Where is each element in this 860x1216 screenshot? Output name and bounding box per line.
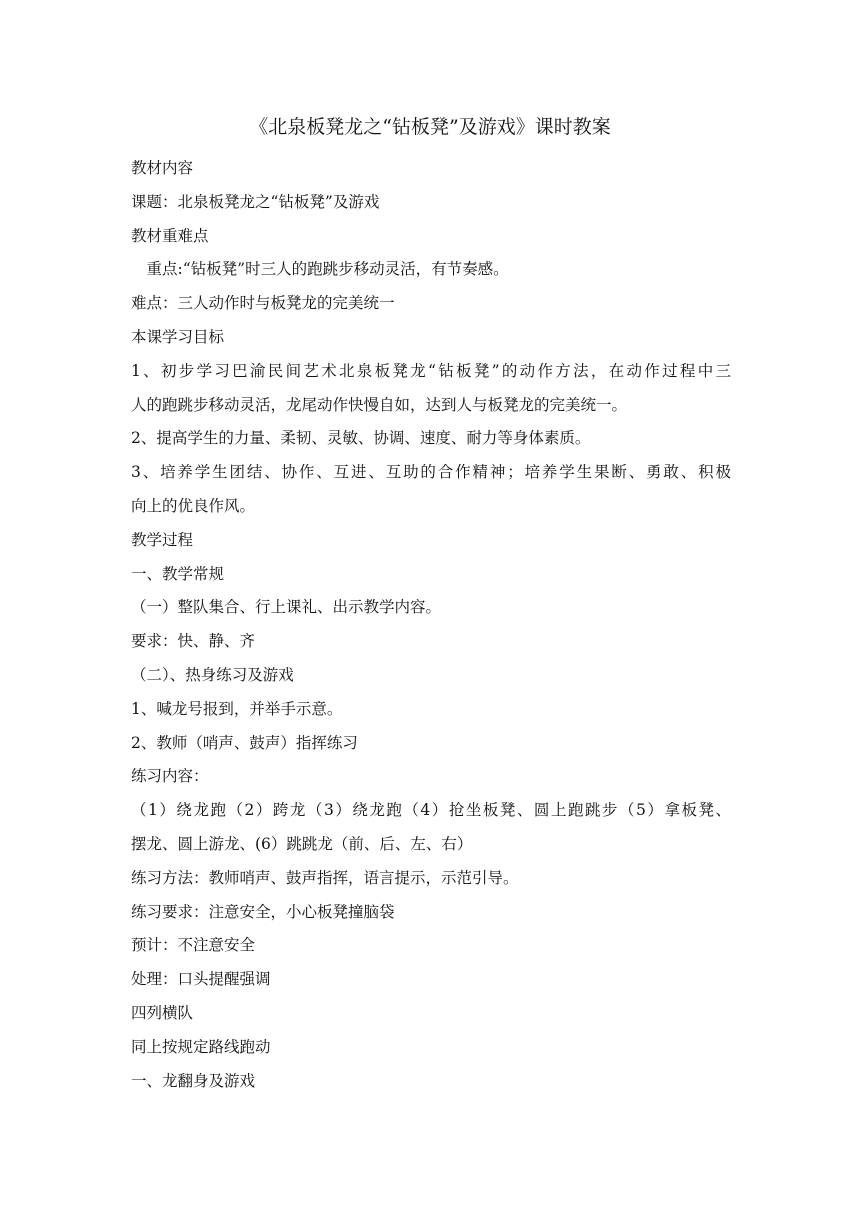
practice-method: 练习方法：教师哨声、鼓声指挥，语言提示，示范引导。 [131,868,519,887]
routine-step-1: （一）整队集合、行上课礼、出示教学内容。 [131,598,442,617]
section-dragon-flip: 一、龙翻身及游戏 [131,1071,256,1090]
difficult-point: 难点：三人动作时与板凳龙的完美统一 [131,294,395,313]
warmup-item-1: 1、喊龙号报到，并举手示意。 [131,699,343,718]
route-note: 同上按规定路线跑动 [131,1037,271,1056]
routine-step-2: （二）、热身练习及游戏 [131,665,294,684]
handling: 处理：口头提醒强调 [131,970,271,989]
section-heading-materials: 教材内容 [131,159,194,177]
objective-2: 2、提高学生的力量、柔韧、灵敏、协调、速度、耐力等身体素质。 [131,429,591,448]
key-point: 重点:“钻板凳”时三人的跑跳步移动灵活，有节奏感。 [131,260,509,279]
objective-1-line-1: 1、初步学习巴渝民间艺术北泉板凳龙“钻板凳”的动作方法，在动作过程中三 [131,361,731,380]
warmup-item-2: 2、教师（哨声、鼓声）指挥练习 [131,733,358,752]
practice-content-line-1: （1）绕龙跑（2）跨龙（3）绕龙跑（4）抢坐板凳、圆上跑跳步（5）拿板凳、 [131,801,731,820]
expected-issue: 预计：不注意安全 [131,936,256,955]
section-heading-key-points: 教材重难点 [131,226,209,245]
subsection-routine: 一、教学常规 [131,564,225,583]
objective-3-line-1: 3、培养学生团结、协作、互进、互助的合作精神；培养学生果断、勇敢、积极 [131,463,731,482]
objective-3-line-2: 向上的优良作风。 [131,496,256,515]
practice-content-line-2: 摆龙、圆上游龙、(6）跳跳龙（前、后、左、右） [131,834,473,853]
section-heading-objectives: 本课学习目标 [131,327,225,346]
practice-requirement: 练习要求：注意安全，小心板凳撞脑袋 [131,902,395,921]
objective-1-line-2: 人的跑跳步移动灵活，龙尾动作快慢自如，达到人与板凳龙的完美统一。 [131,395,628,414]
lesson-topic: 课题：北泉板凳龙之“钻板凳”及游戏 [131,192,380,211]
document-body [131,152,731,1098]
practice-content-label: 练习内容： [131,767,209,786]
document-title: 《北泉板凳龙之“钻板凳”及游戏》课时教案 [249,116,611,138]
routine-requirement: 要求：快、静、齐 [131,632,256,651]
section-heading-process: 教学过程 [131,530,194,549]
formation-note: 四列横队 [131,1003,194,1022]
